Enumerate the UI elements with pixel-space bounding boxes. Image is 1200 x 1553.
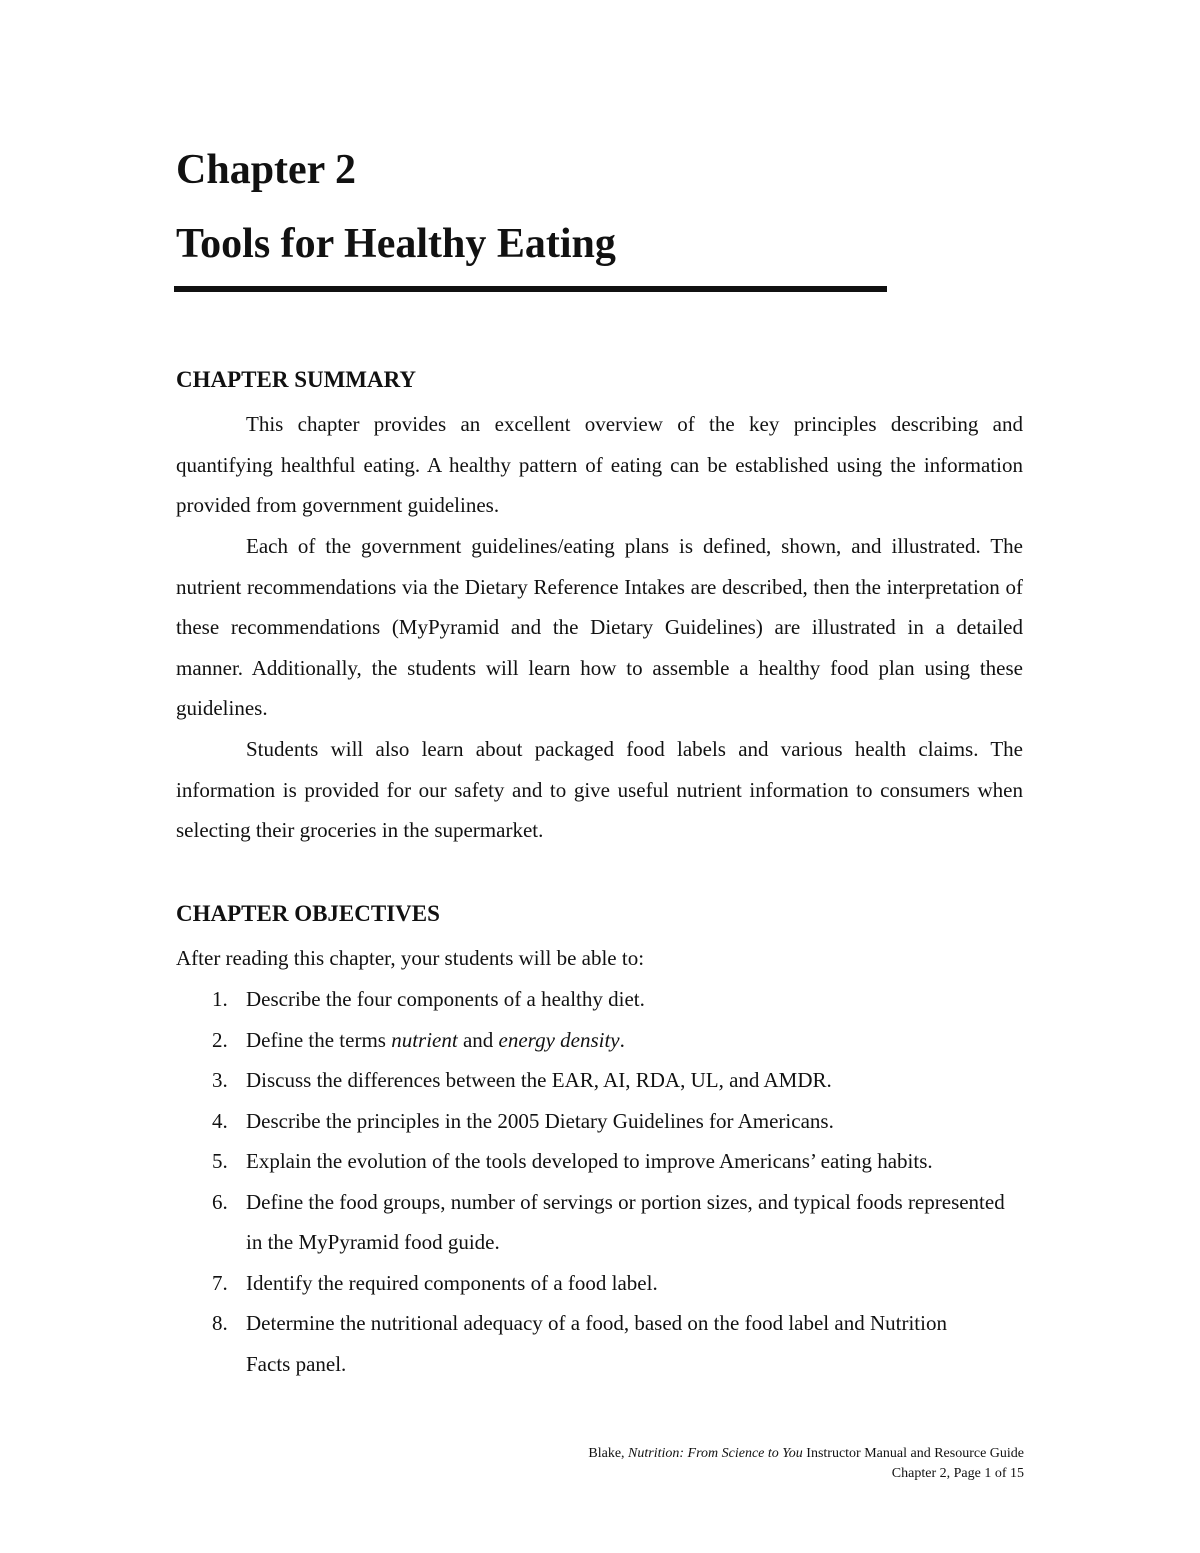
list-item-text-post: . — [619, 1027, 625, 1052]
list-item-text: Define the food groups, number of servings or portion sizes, and typical foods represented in the MyPyramid food guide. — [246, 1189, 1005, 1254]
list-item-number: 4. — [212, 1108, 228, 1133]
list-item — [176, 979, 1036, 1020]
term-energy-density: energy density — [498, 1027, 620, 1052]
list-item — [176, 1141, 1036, 1182]
title-divider — [174, 286, 887, 292]
list-item-text-pre: Define the terms — [246, 1027, 392, 1052]
list-item-text: Explain the evolution of the tools developed to improve Americans’ eating habits. — [246, 1149, 933, 1173]
list-item-text: Determine the nutritional adequacy of a food, based on the food label and Nutrition Facts panel. — [246, 1311, 947, 1376]
footer-guide-name: Instructor Manual and Resource Guide — [802, 1446, 1024, 1461]
list-item — [176, 1020, 1036, 1061]
list-item-number: 3. — [212, 1068, 228, 1092]
chapter-title: Tools for Healthy Eating — [176, 221, 616, 267]
list-item-text-mid: and — [457, 1027, 499, 1052]
objectives-intro: After reading this chapter, your students will be able to: — [176, 946, 645, 970]
list-item-number: 6. — [212, 1189, 228, 1214]
list-item-number: 1. — [212, 987, 228, 1011]
chapter-label: Chapter 2 — [176, 147, 357, 193]
list-item-text: Discuss the differences between the EAR, AI, RDA, UL, and AMDR. — [246, 1068, 832, 1092]
summary-paragraph: This chapter provides an excellent overview of the key principles describing and quantifying healthful eating. A healthy pattern of eating can be established using the information provided from government guidelines. — [176, 412, 1023, 517]
list-item-number: 5. — [212, 1149, 228, 1173]
list-item-number: 7. — [212, 1270, 228, 1295]
page-footer — [588, 1444, 1024, 1484]
list-item-text: Describe the four components of a healthy diet. — [246, 987, 645, 1011]
list-item-number: 8. — [212, 1311, 228, 1335]
summary-heading: CHAPTER SUMMARY — [176, 367, 417, 392]
list-item — [176, 1182, 1026, 1263]
list-item — [176, 1303, 986, 1384]
list-item-number: 2. — [212, 1027, 228, 1052]
list-item-text: Identify the required components of a food label. — [246, 1270, 658, 1295]
objectives-list — [176, 979, 1036, 1384]
list-item-text: Describe the principles in the 2005 Dietary Guidelines for Americans. — [246, 1108, 834, 1133]
list-item — [176, 1263, 1036, 1304]
list-item — [176, 1060, 1036, 1101]
objectives-heading: CHAPTER OBJECTIVES — [176, 901, 440, 926]
summary-paragraph: Students will also learn about packaged food labels and various health claims. The information is provided for our safety and to give useful nutrient information to consumers when selecting their groceries in the supermarket. — [176, 737, 1023, 842]
summary-paragraph: Each of the government guidelines/eating plans is defined, shown, and illustrated. The nutrient recommendations via the Dietary Reference Intakes are described, then the interpretation of these recommendations (MyPyramid and the Dietary Guidelines) are illustrated in a detailed manner. Additionally, the students will learn how to assemble a healthy food plan using these guidelines. — [176, 534, 1023, 720]
footer-source-line — [588, 1444, 1024, 1464]
list-item — [176, 1101, 1036, 1142]
footer-author: Blake, — [588, 1446, 629, 1461]
footer-book-title: Nutrition: From Science to You — [628, 1446, 803, 1461]
term-nutrient: nutrient — [391, 1027, 458, 1052]
footer-page-number: Chapter 2, Page 1 of 15 — [891, 1466, 1024, 1481]
